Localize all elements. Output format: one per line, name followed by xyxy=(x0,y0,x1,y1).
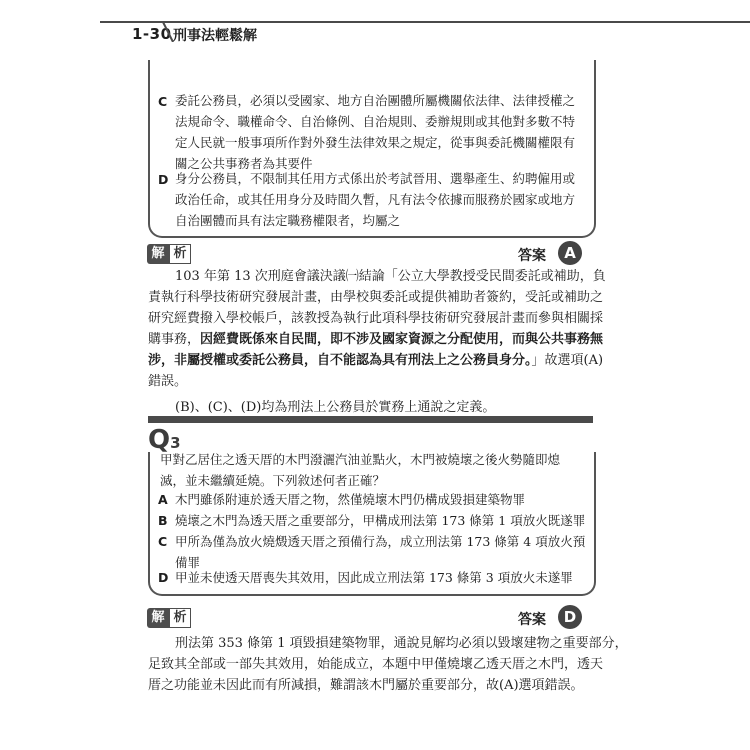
q3-option-b-text: 燒壞之木門為透天厝之重要部分，甲構成刑法第 173 條第 1 項放火既遂罪 xyxy=(175,513,586,528)
q3-question-line: 甲對乙居住之透天厝的木門潑灑汽油並點火，木門被燒壞之後火勢隨即熄 xyxy=(160,452,561,467)
q2-option-c-line: 定人民就一般事項所作對外發生法律效果之規定，從事與委託機關權限有 xyxy=(175,135,576,150)
q2-analysis-text: 購事務， xyxy=(148,332,201,347)
analysis-tag-char: 解 xyxy=(147,244,169,264)
q3-option-letter-a: A xyxy=(158,492,168,507)
q3-option-c-text: 甲所為僅為放火燒燬透天厝之預備行為，成立刑法第 173 條第 4 項放火預 xyxy=(175,534,586,549)
q2-analysis-line: 錯誤。 xyxy=(148,374,188,389)
q3-analysis-line: 足致其全部或一部失其效用，始能成立，本題中甲僅燒壞乙透天厝之木門，透天 xyxy=(148,657,604,672)
header-rule xyxy=(100,21,750,23)
q2-option-c-line: 關之公共事務者為其要件 xyxy=(175,156,313,171)
analysis-tag-char: 析 xyxy=(169,608,191,628)
q2-analysis-tag xyxy=(147,244,191,264)
q2-analysis-emphasis: 涉，非屬授權或委託公務員，自不能認為具有刑法上之公務員身分。 xyxy=(148,353,532,368)
q3-divider-bar xyxy=(148,416,593,423)
q2-analysis-line: 103 年第 13 次刑庭會議決議㈠結論「公立大學教授受民間委託或補助，負 xyxy=(175,269,606,284)
q3-analysis-tag xyxy=(147,608,191,628)
q2-answer-badge: A xyxy=(558,241,582,265)
q2-option-c-line: 委託公務員，必須以受國家、地方自治團體所屬機關依法律、法律授權之 xyxy=(175,93,576,108)
q2-option-c-line: 法規命令、職權命令、自治條例、自治規則、委辦規則或其他對多數不特 xyxy=(175,114,576,129)
q3-analysis-line: 刑法第 353 條第 1 項毀損建築物罪，通說見解均必須以毀壞建物之重要部分， xyxy=(175,636,628,651)
q3-option-a-text: 木門雖係附連於透天厝之物，然僅燒壞木門仍構成毀損建築物罪 xyxy=(175,492,526,507)
q3-question-line: 滅，並未繼續延燒。下列敘述何者正確？ xyxy=(160,473,386,488)
q2-analysis-line: (B)、(C)、(D)均為刑法上公務員於實務上通說之定義。 xyxy=(175,400,496,415)
q2-option-d-line: 政治任命，或其任用身分及時間久暫，凡有法令依據而服務於國家或地方 xyxy=(175,192,576,207)
q3-answer-badge: D xyxy=(558,605,582,629)
q2-analysis-line: 責執行科學技術研究發展計畫，由學校與委託或提供補助者簽約，受託或補助之 xyxy=(148,290,604,305)
q3-option-letter-d: D xyxy=(158,570,169,585)
q2-analysis-text: 」故選項(A) xyxy=(531,353,604,368)
q3-analysis-line: 厝之功能並未因此而有所減損，難謂該木門屬於重要部分，故(A)選項錯誤。 xyxy=(148,678,584,693)
q2-option-letter-c: C xyxy=(158,94,168,109)
q2-answer-label: 答案 xyxy=(518,248,546,264)
q2-option-d-line: 自治團體而具有法定職務權限者，均屬之 xyxy=(175,213,401,228)
q2-analysis-line xyxy=(148,329,603,351)
book-title: 刑事法輕鬆解 xyxy=(173,28,257,44)
q2-option-d-line: 身分公務員，不限制其任用方式係出於考試晉用、選舉產生、約聘僱用或 xyxy=(175,171,576,186)
q3-option-letter-b: B xyxy=(158,513,168,528)
q3-answer-label: 答案 xyxy=(518,612,546,628)
q3-option-letter-c: C xyxy=(158,534,168,549)
analysis-tag-char: 析 xyxy=(169,244,191,264)
page-number: 1-30 xyxy=(132,25,172,43)
q2-option-letter-d: D xyxy=(158,172,169,187)
analysis-tag-char: 解 xyxy=(147,608,169,628)
q3-number-digit: 3 xyxy=(170,434,181,452)
q2-analysis-emphasis: 因經費既係來自民間，即不涉及國家資源之分配使用，而與公共事務無 xyxy=(200,332,604,347)
q3-number-q: Q xyxy=(148,425,171,455)
q3-option-c-text: 備罪 xyxy=(175,555,201,570)
q2-analysis-line: 研究經費撥入學校帳戶，該教授為執行此項科學技術研究發展計畫而參與相關採 xyxy=(148,311,604,326)
q3-option-d-text: 甲並未使透天厝喪失其效用，因此成立刑法第 173 條第 3 項放火未遂罪 xyxy=(175,570,573,585)
q2-analysis-line xyxy=(148,350,603,372)
